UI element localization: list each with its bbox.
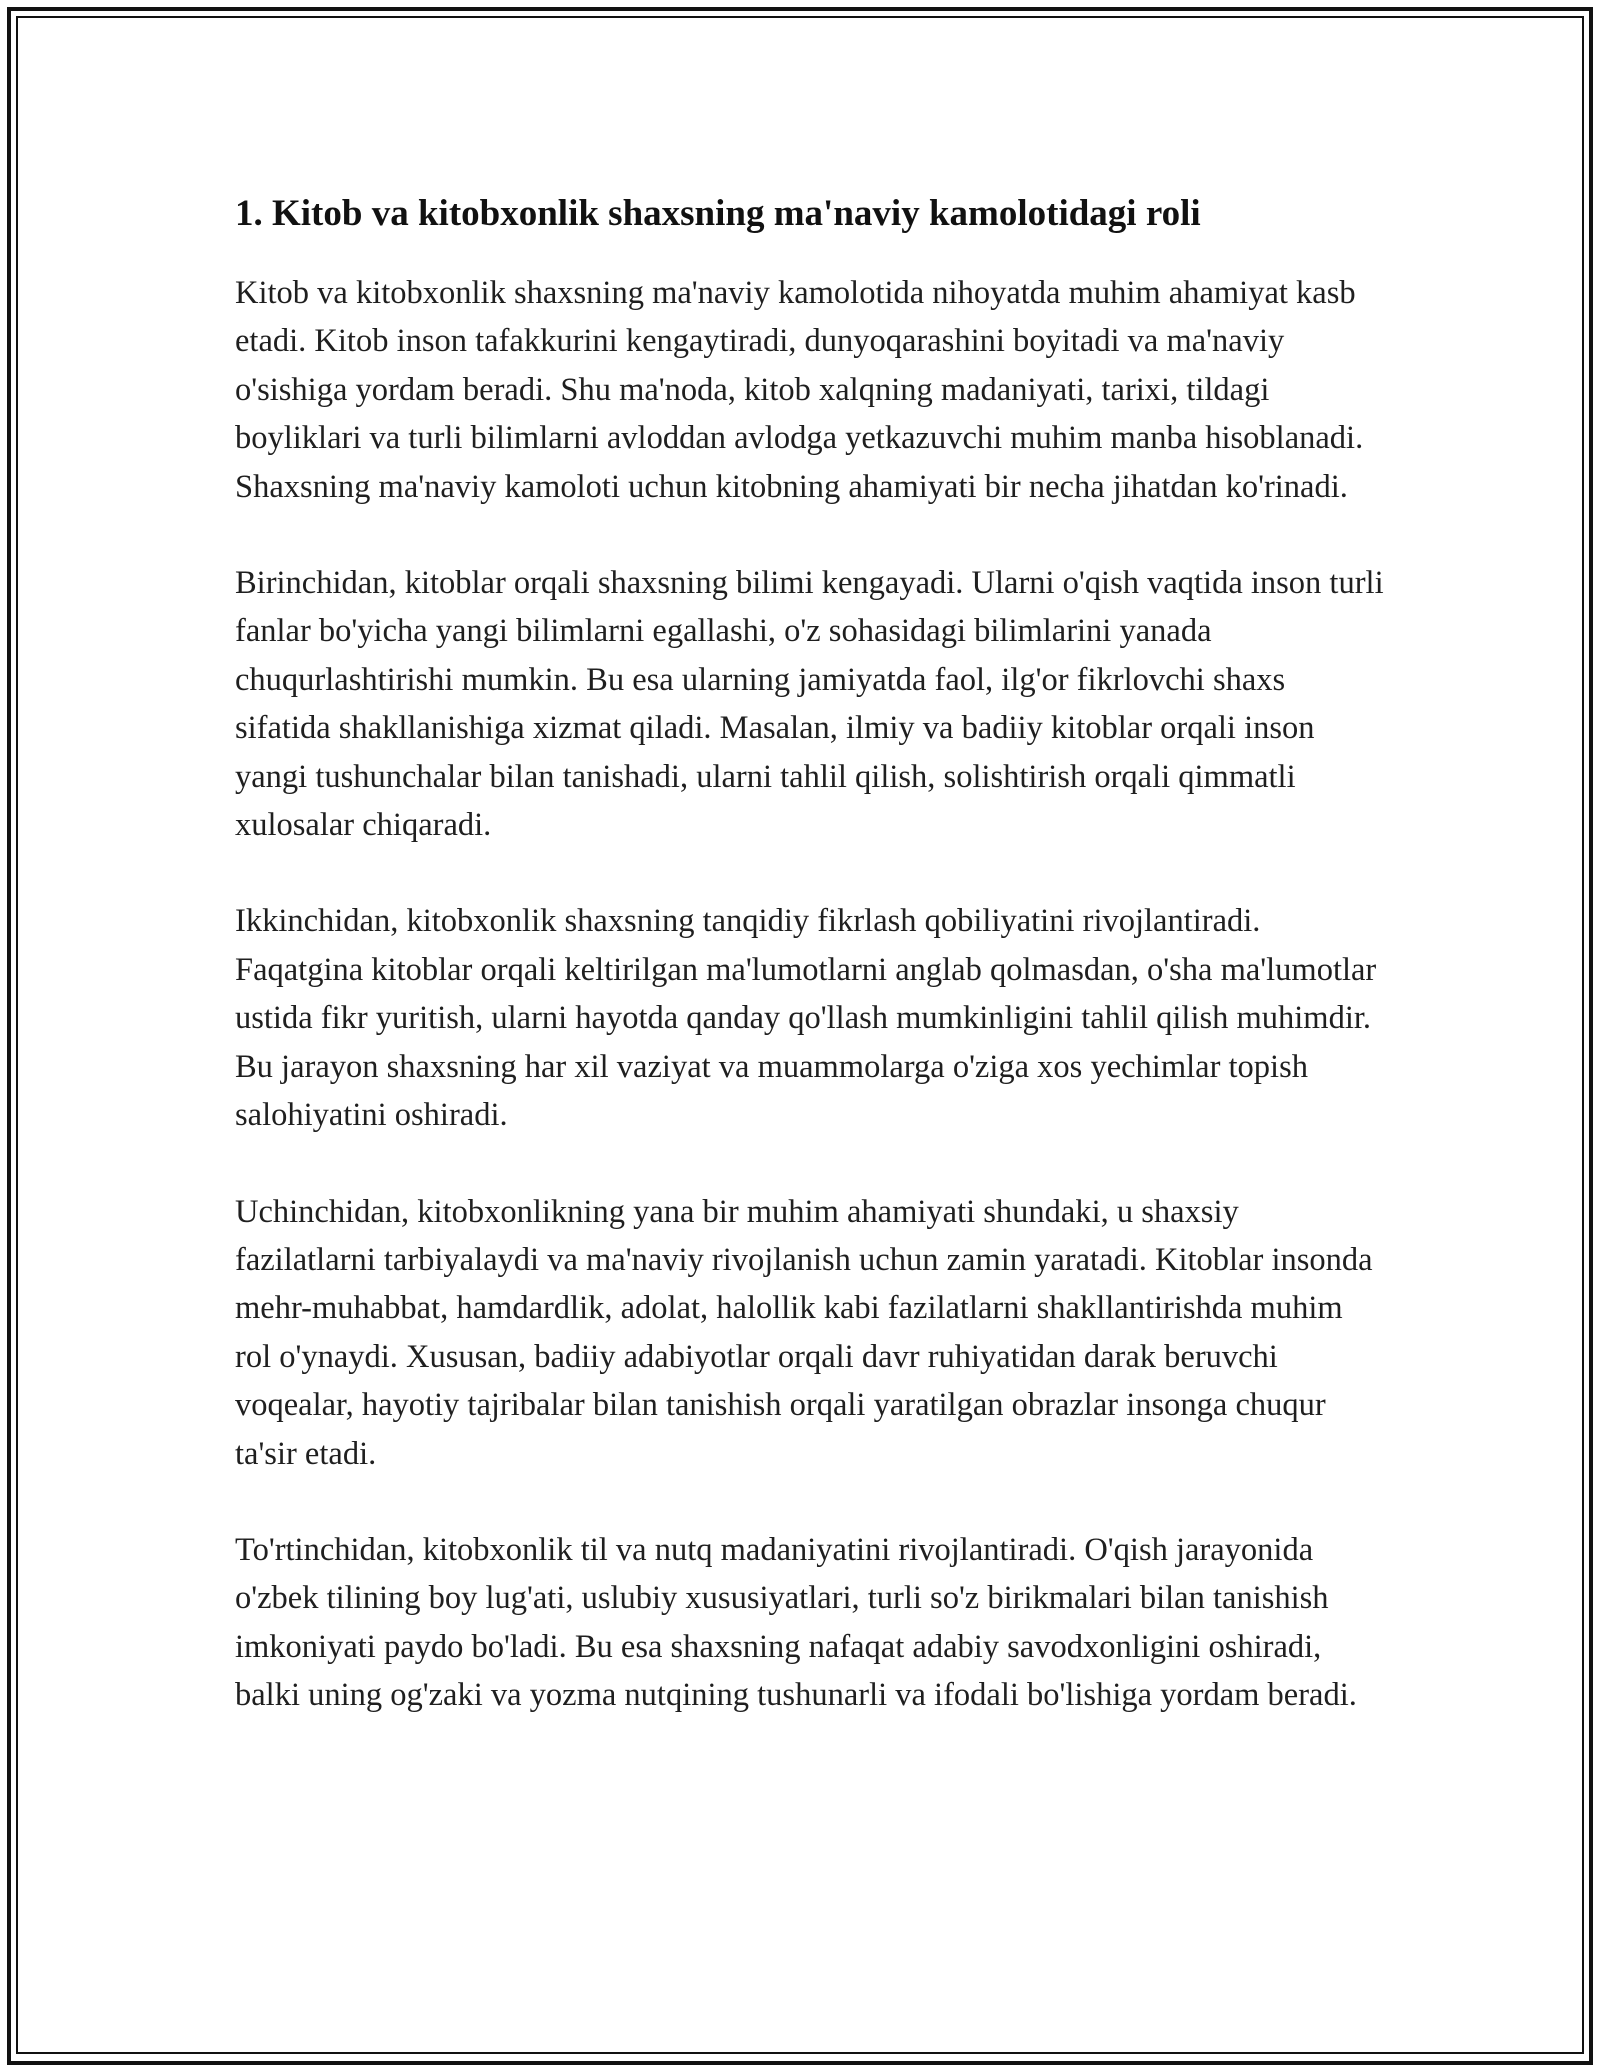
- paragraph-intro: Kitob va kitobxonlik shaxsning ma'naviy kamolotida nihoyatda muhim ahamiyat kasb etadi. Kitob inson tafakkurini kengaytiradi, dunyoqarashini boyitadi va ma'naviy o'sishiga yordam beradi. Shu ma'noda, kitob xalqning madaniyati, tarixi, tildagi boyliklari va turli bilimlarni avloddan avlodga yetkazuvchi muhim manba hisoblanadi. Shaxsning ma'naviy kamoloti uchun kitobning ahamiyati bir necha jihatdan ko'rinadi.: [235, 275, 1364, 505]
- paragraph-fourth-point: To'rtinchidan, kitobxonlik til va nutq madaniyatini rivojlantiradi. O'qish jarayonida o'zbek tilining boy lug'ati, uslubiy xususiyatlari, turli so'z birikmalari bilan tanishish imkoniyati paydo bo'ladi. Bu esa shaxsning nafaqat adabiy savodxonligini oshiradi, balki uning og'zaki va yozma nutqining tushunarli va ifodali bo'lishiga yordam beradi.: [235, 1531, 1357, 1714]
- document-title: 1. Kitob va kitobxonlik shaxsning ma'naviy kamolotidagi roli: [235, 193, 1201, 234]
- paragraph-first-point: Birinchidan, kitoblar orqali shaxsning bilimi kengayadi. Ularni o'qish vaqtida inson turli fanlar bo'yicha yangi bilimlarni egallashi, o'z sohasidagi bilimlarini yanada chuqurlashtirishi mumkin. Bu esa ularning jamiyatda faol, ilg'or fikrlovchi shaxs sifatida shakllanishiga xizmat qiladi. Masalan, ilmiy va badiiy kitoblar orqali inson yangi tushunchalar bilan tanishadi, ularni tahlil qilish, solishtirish orqali qimmatli xulosalar chiqaradi.: [235, 565, 1384, 844]
- document-body: [235, 183, 1385, 1720]
- paragraph-third-point: Uchinchidan, kitobxonlikning yana bir muhim ahamiyati shundaki, u shaxsiy fazilatlarni tarbiyalaydi va ma'naviy rivojlanish uchun zamin yaratadi. Kitoblar insonda mehr-muhabbat, hamdardlik, adolat, halollik kabi fazilatlarni shakllantirishda muhim rol o'ynaydi. Xususan, badiiy adabiyotlar orqali davr ruhiyatidan darak beruvchi voqealar, hayotiy tajribalar bilan tanishish orqali yaratilgan obrazlar insonga chuqur ta'sir etadi.: [235, 1193, 1373, 1472]
- paragraph-second-point: Ikkinchidan, kitobxonlik shaxsning tanqidiy fikrlash qobiliyatini rivojlantiradi. Faqatgina kitoblar orqali keltirilgan ma'lumotlarni anglab qolmasdan, o'sha ma'lumotlar ustida fikr yuritish, ularni hayotda qanday qo'llash mumkinligini tahlil qilish muhimdir. Bu jarayon shaxsning har xil vaziyat va muammolarga o'ziga xos yechimlar topish salohiyatini oshiradi.: [235, 903, 1377, 1134]
